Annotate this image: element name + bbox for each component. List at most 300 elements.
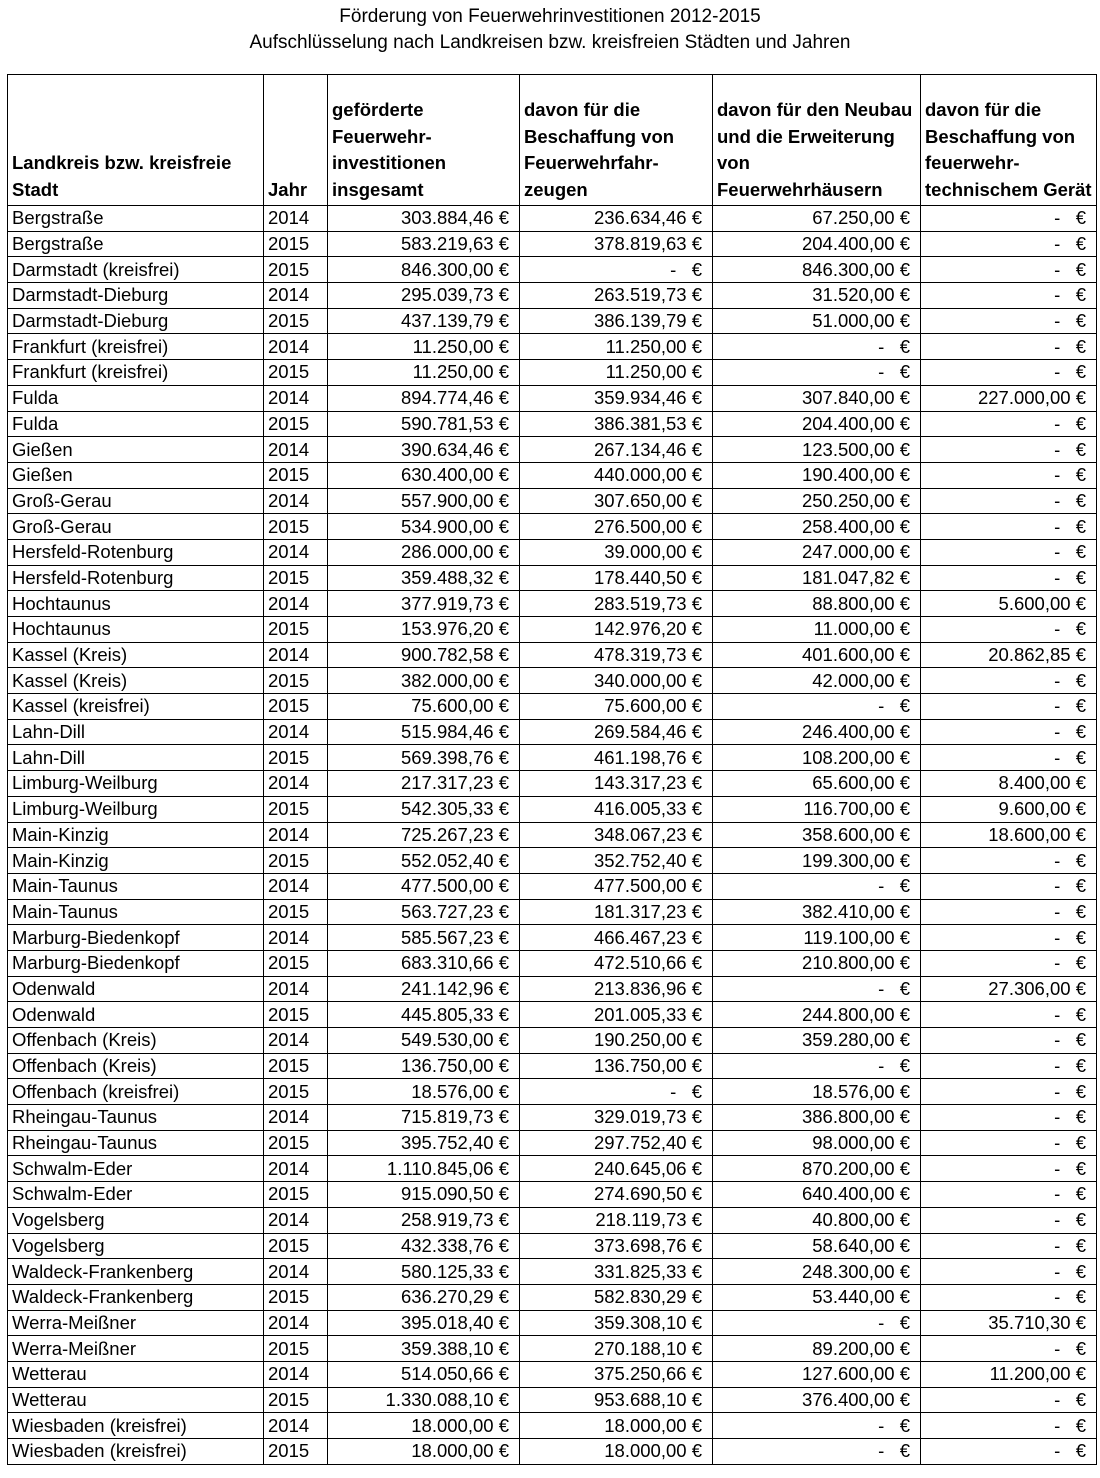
cell-equipment: - € [921,1233,1097,1259]
cell-total: 569.398,76 € [328,745,520,771]
header-district: Landkreis bzw. kreisfreie Stadt [8,75,264,206]
cell-total: 583.219,63 € [328,231,520,257]
cell-buildings: 89.200,00 € [713,1336,921,1362]
cell-district: Limburg-Weilburg [8,796,264,822]
cell-vehicles: 373.698,76 € [520,1233,713,1259]
cell-total: 295.039,73 € [328,283,520,309]
cell-total: 514.050,66 € [328,1361,520,1387]
cell-total: 542.305,33 € [328,796,520,822]
cell-district: Waldeck-Frankenberg [8,1284,264,1310]
cell-district: Offenbach (Kreis) [8,1028,264,1054]
cell-equipment: - € [921,694,1097,720]
table-row [8,1233,1097,1259]
cell-vehicles: 39.000,00 € [520,539,713,565]
table-row [8,796,1097,822]
cell-equipment: - € [921,1413,1097,1439]
cell-buildings: - € [713,694,921,720]
cell-total: 395.018,40 € [328,1310,520,1336]
cell-total: 549.530,00 € [328,1028,520,1054]
cell-vehicles: - € [520,257,713,283]
cell-vehicles: 359.934,46 € [520,385,713,411]
cell-equipment: 9.600,00 € [921,796,1097,822]
table-row [8,694,1097,720]
cell-buildings: 190.400,00 € [713,462,921,488]
cell-total: 11.250,00 € [328,360,520,386]
cell-year: 2015 [264,1233,328,1259]
cell-total: 590.781,53 € [328,411,520,437]
cell-equipment: - € [921,334,1097,360]
cell-total: 715.819,73 € [328,1105,520,1131]
cell-year: 2014 [264,488,328,514]
cell-equipment: - € [921,411,1097,437]
cell-district: Fulda [8,411,264,437]
cell-vehicles: 329.019,73 € [520,1105,713,1131]
cell-equipment: - € [921,1207,1097,1233]
table-row [8,1130,1097,1156]
cell-district: Fulda [8,385,264,411]
cell-vehicles: 276.500,00 € [520,514,713,540]
cell-vehicles: 201.005,33 € [520,1002,713,1028]
cell-vehicles: 359.308,10 € [520,1310,713,1336]
cell-equipment: 11.200,00 € [921,1361,1097,1387]
cell-vehicles: 953.688,10 € [520,1387,713,1413]
table-row [8,257,1097,283]
cell-district: Offenbach (kreisfrei) [8,1079,264,1105]
table-row [8,950,1097,976]
cell-year: 2015 [264,462,328,488]
cell-year: 2015 [264,565,328,591]
cell-buildings: 382.410,00 € [713,899,921,925]
cell-buildings: - € [713,873,921,899]
cell-equipment: - € [921,1259,1097,1285]
cell-equipment: - € [921,925,1097,951]
cell-buildings: 244.800,00 € [713,1002,921,1028]
cell-equipment: - € [921,617,1097,643]
cell-year: 2015 [264,1182,328,1208]
cell-total: 445.805,33 € [328,1002,520,1028]
table-row [8,976,1097,1002]
cell-year: 2014 [264,976,328,1002]
cell-year: 2015 [264,668,328,694]
cell-buildings: 204.400,00 € [713,231,921,257]
cell-buildings: 116.700,00 € [713,796,921,822]
cell-total: 900.782,58 € [328,642,520,668]
cell-year: 2015 [264,950,328,976]
cell-vehicles: 340.000,00 € [520,668,713,694]
cell-year: 2015 [264,1079,328,1105]
cell-total: 432.338,76 € [328,1233,520,1259]
cell-buildings: 119.100,00 € [713,925,921,951]
cell-buildings: 246.400,00 € [713,719,921,745]
cell-district: Main-Taunus [8,899,264,925]
cell-buildings: 98.000,00 € [713,1130,921,1156]
table-row [8,1207,1097,1233]
table-row [8,488,1097,514]
cell-equipment: - € [921,1002,1097,1028]
cell-buildings: - € [713,1439,921,1465]
cell-equipment: - € [921,950,1097,976]
table-row [8,1284,1097,1310]
cell-vehicles: 75.600,00 € [520,694,713,720]
table-row [8,1182,1097,1208]
table-row [8,617,1097,643]
cell-district: Vogelsberg [8,1233,264,1259]
table-row [8,1387,1097,1413]
header-buildings: davon für den Neubau und die Erweiterung von Feuerwehrhäusern [713,75,921,206]
cell-year: 2015 [264,514,328,540]
cell-year: 2015 [264,694,328,720]
cell-district: Werra-Meißner [8,1310,264,1336]
table-row [8,719,1097,745]
cell-total: 241.142,96 € [328,976,520,1002]
cell-equipment: - € [921,1105,1097,1131]
cell-total: 390.634,46 € [328,437,520,463]
cell-district: Schwalm-Eder [8,1182,264,1208]
table-row [8,1259,1097,1285]
table-row [8,437,1097,463]
cell-buildings: 250.250,00 € [713,488,921,514]
cell-district: Kassel (Kreis) [8,642,264,668]
cell-district: Lahn-Dill [8,745,264,771]
cell-district: Groß-Gerau [8,514,264,540]
table-row [8,1002,1097,1028]
cell-year: 2015 [264,617,328,643]
table-row [8,1310,1097,1336]
cell-buildings: 18.576,00 € [713,1079,921,1105]
table-row [8,283,1097,309]
table-row [8,411,1097,437]
table-row [8,462,1097,488]
cell-vehicles: 461.198,76 € [520,745,713,771]
cell-vehicles: 142.976,20 € [520,617,713,643]
cell-district: Limburg-Weilburg [8,771,264,797]
cell-vehicles: 386.139,79 € [520,308,713,334]
cell-buildings: 640.400,00 € [713,1182,921,1208]
cell-equipment: - € [921,719,1097,745]
cell-year: 2015 [264,899,328,925]
table-row [8,1053,1097,1079]
cell-vehicles: 375.250,66 € [520,1361,713,1387]
cell-equipment: - € [921,873,1097,899]
cell-buildings: 386.800,00 € [713,1105,921,1131]
cell-buildings: 846.300,00 € [713,257,921,283]
cell-vehicles: - € [520,1079,713,1105]
cell-buildings: 248.300,00 € [713,1259,921,1285]
cell-vehicles: 477.500,00 € [520,873,713,899]
cell-district: Hochtaunus [8,617,264,643]
cell-year: 2015 [264,1336,328,1362]
cell-year: 2015 [264,1387,328,1413]
cell-district: Lahn-Dill [8,719,264,745]
cell-vehicles: 263.519,73 € [520,283,713,309]
cell-vehicles: 478.319,73 € [520,642,713,668]
cell-buildings: 258.400,00 € [713,514,921,540]
cell-equipment: - € [921,1156,1097,1182]
cell-year: 2014 [264,1028,328,1054]
cell-year: 2014 [264,1413,328,1439]
cell-district: Frankfurt (kreisfrei) [8,334,264,360]
cell-total: 585.567,23 € [328,925,520,951]
cell-district: Frankfurt (kreisfrei) [8,360,264,386]
cell-equipment: 5.600,00 € [921,591,1097,617]
cell-year: 2014 [264,642,328,668]
cell-buildings: 870.200,00 € [713,1156,921,1182]
cell-district: Marburg-Biedenkopf [8,950,264,976]
cell-equipment: - € [921,745,1097,771]
cell-total: 217.317,23 € [328,771,520,797]
cell-equipment: - € [921,308,1097,334]
cell-year: 2015 [264,231,328,257]
cell-buildings: 108.200,00 € [713,745,921,771]
cell-equipment: - € [921,1182,1097,1208]
cell-total: 515.984,46 € [328,719,520,745]
cell-district: Offenbach (Kreis) [8,1053,264,1079]
cell-year: 2015 [264,745,328,771]
cell-year: 2015 [264,1053,328,1079]
cell-buildings: 204.400,00 € [713,411,921,437]
cell-district: Darmstadt-Dieburg [8,283,264,309]
cell-vehicles: 236.634,46 € [520,206,713,232]
cell-total: 18.000,00 € [328,1439,520,1465]
cell-year: 2014 [264,1207,328,1233]
cell-total: 437.139,79 € [328,308,520,334]
cell-total: 75.600,00 € [328,694,520,720]
cell-district: Main-Kinzig [8,848,264,874]
table-row [8,1413,1097,1439]
cell-buildings: 181.047,82 € [713,565,921,591]
cell-buildings: 401.600,00 € [713,642,921,668]
cell-year: 2014 [264,283,328,309]
cell-buildings: 88.800,00 € [713,591,921,617]
cell-district: Gießen [8,437,264,463]
cell-total: 395.752,40 € [328,1130,520,1156]
cell-district: Vogelsberg [8,1207,264,1233]
cell-buildings: 58.640,00 € [713,1233,921,1259]
cell-vehicles: 307.650,00 € [520,488,713,514]
cell-total: 580.125,33 € [328,1259,520,1285]
cell-equipment: - € [921,848,1097,874]
cell-total: 303.884,46 € [328,206,520,232]
cell-year: 2015 [264,1439,328,1465]
cell-year: 2014 [264,206,328,232]
cell-buildings: 247.000,00 € [713,539,921,565]
cell-total: 725.267,23 € [328,822,520,848]
table-row [8,771,1097,797]
cell-total: 846.300,00 € [328,257,520,283]
cell-year: 2014 [264,334,328,360]
table-row [8,1439,1097,1465]
cell-equipment: - € [921,565,1097,591]
cell-vehicles: 181.317,23 € [520,899,713,925]
cell-year: 2014 [264,1105,328,1131]
cell-vehicles: 378.819,63 € [520,231,713,257]
cell-buildings: - € [713,976,921,1002]
document-subtitle: Aufschlüsselung nach Landkreisen bzw. kreisfreien Städten und Jahren [249,32,851,53]
cell-vehicles: 270.188,10 € [520,1336,713,1362]
table-row [8,565,1097,591]
cell-year: 2014 [264,539,328,565]
header-vehicles: davon für die Beschaffung von Feuerwehrfahr-zeugen [520,75,713,206]
cell-vehicles: 331.825,33 € [520,1259,713,1285]
cell-equipment: - € [921,899,1097,925]
cell-district: Wiesbaden (kreisfrei) [8,1439,264,1465]
cell-district: Waldeck-Frankenberg [8,1259,264,1285]
cell-equipment: 227.000,00 € [921,385,1097,411]
cell-year: 2014 [264,822,328,848]
cell-equipment: - € [921,1079,1097,1105]
table-row [8,231,1097,257]
cell-total: 359.388,10 € [328,1336,520,1362]
cell-vehicles: 178.440,50 € [520,565,713,591]
cell-district: Wiesbaden (kreisfrei) [8,1413,264,1439]
table-row [8,822,1097,848]
cell-equipment: - € [921,1053,1097,1079]
cell-district: Main-Taunus [8,873,264,899]
cell-equipment: - € [921,231,1097,257]
table-row [8,1156,1097,1182]
cell-vehicles: 416.005,33 € [520,796,713,822]
cell-district: Hersfeld-Rotenburg [8,539,264,565]
cell-buildings: 51.000,00 € [713,308,921,334]
table-row [8,539,1097,565]
cell-buildings: - € [713,1413,921,1439]
cell-district: Schwalm-Eder [8,1156,264,1182]
table-row [8,745,1097,771]
table-row [8,642,1097,668]
cell-district: Darmstadt (kreisfrei) [8,257,264,283]
cell-vehicles: 283.519,73 € [520,591,713,617]
cell-vehicles: 190.250,00 € [520,1028,713,1054]
cell-district: Kassel (Kreis) [8,668,264,694]
cell-total: 557.900,00 € [328,488,520,514]
cell-district: Gießen [8,462,264,488]
cell-year: 2015 [264,1130,328,1156]
cell-total: 1.110.845,06 € [328,1156,520,1182]
cell-equipment: - € [921,1284,1097,1310]
cell-vehicles: 472.510,66 € [520,950,713,976]
cell-buildings: - € [713,334,921,360]
cell-year: 2014 [264,1310,328,1336]
cell-year: 2015 [264,411,328,437]
cell-vehicles: 267.134,46 € [520,437,713,463]
cell-total: 1.330.088,10 € [328,1387,520,1413]
cell-equipment: - € [921,488,1097,514]
cell-vehicles: 386.381,53 € [520,411,713,437]
cell-year: 2014 [264,719,328,745]
cell-vehicles: 582.830,29 € [520,1284,713,1310]
cell-buildings: 67.250,00 € [713,206,921,232]
table-row [8,1336,1097,1362]
header-equipment: davon für die Beschaffung von feuerwehr-technischem Gerät [921,75,1097,206]
document-header [0,0,1100,68]
cell-district: Main-Kinzig [8,822,264,848]
cell-buildings: - € [713,1310,921,1336]
cell-vehicles: 218.119,73 € [520,1207,713,1233]
cell-total: 915.090,50 € [328,1182,520,1208]
table-row [8,1028,1097,1054]
cell-total: 534.900,00 € [328,514,520,540]
cell-district: Wetterau [8,1361,264,1387]
cell-vehicles: 18.000,00 € [520,1413,713,1439]
cell-year: 2014 [264,385,328,411]
cell-district: Hersfeld-Rotenburg [8,565,264,591]
cell-year: 2015 [264,360,328,386]
table-row [8,1079,1097,1105]
table-row [8,514,1097,540]
cell-total: 18.000,00 € [328,1413,520,1439]
cell-year: 2014 [264,1156,328,1182]
cell-total: 18.576,00 € [328,1079,520,1105]
cell-year: 2014 [264,925,328,951]
table-row [8,1361,1097,1387]
cell-total: 153.976,20 € [328,617,520,643]
cell-buildings: 40.800,00 € [713,1207,921,1233]
cell-equipment: 35.710,30 € [921,1310,1097,1336]
table-row [8,873,1097,899]
cell-district: Odenwald [8,976,264,1002]
cell-year: 2015 [264,1002,328,1028]
cell-equipment: - € [921,1439,1097,1465]
cell-buildings: - € [713,1053,921,1079]
cell-district: Kassel (kreisfrei) [8,694,264,720]
cell-district: Groß-Gerau [8,488,264,514]
cell-total: 630.400,00 € [328,462,520,488]
cell-year: 2015 [264,257,328,283]
header-total: geförderte Feuerwehr-investitionen insgesamt [328,75,520,206]
cell-district: Odenwald [8,1002,264,1028]
cell-buildings: 123.500,00 € [713,437,921,463]
cell-equipment: - € [921,539,1097,565]
cell-district: Bergstraße [8,206,264,232]
cell-buildings: 11.000,00 € [713,617,921,643]
cell-total: 377.919,73 € [328,591,520,617]
cell-vehicles: 143.317,23 € [520,771,713,797]
cell-district: Hochtaunus [8,591,264,617]
cell-vehicles: 352.752,40 € [520,848,713,874]
cell-total: 683.310,66 € [328,950,520,976]
cell-equipment: 27.306,00 € [921,976,1097,1002]
cell-vehicles: 11.250,00 € [520,334,713,360]
cell-buildings: 376.400,00 € [713,1387,921,1413]
table-row [8,848,1097,874]
cell-total: 136.750,00 € [328,1053,520,1079]
cell-year: 2014 [264,591,328,617]
cell-year: 2014 [264,1259,328,1285]
cell-vehicles: 11.250,00 € [520,360,713,386]
cell-equipment: - € [921,514,1097,540]
cell-equipment: 18.600,00 € [921,822,1097,848]
header-year: Jahr [264,75,328,206]
cell-equipment: - € [921,462,1097,488]
cell-district: Wetterau [8,1387,264,1413]
table-row [8,1105,1097,1131]
cell-equipment: - € [921,1130,1097,1156]
table-row [8,925,1097,951]
cell-equipment: - € [921,1336,1097,1362]
cell-year: 2015 [264,796,328,822]
cell-equipment: - € [921,1028,1097,1054]
cell-total: 894.774,46 € [328,385,520,411]
table-row [8,668,1097,694]
table-row [8,360,1097,386]
cell-district: Darmstadt-Dieburg [8,308,264,334]
cell-district: Werra-Meißner [8,1336,264,1362]
table-row [8,206,1097,232]
cell-vehicles: 348.067,23 € [520,822,713,848]
cell-equipment: - € [921,668,1097,694]
table-row [8,591,1097,617]
cell-vehicles: 240.645,06 € [520,1156,713,1182]
